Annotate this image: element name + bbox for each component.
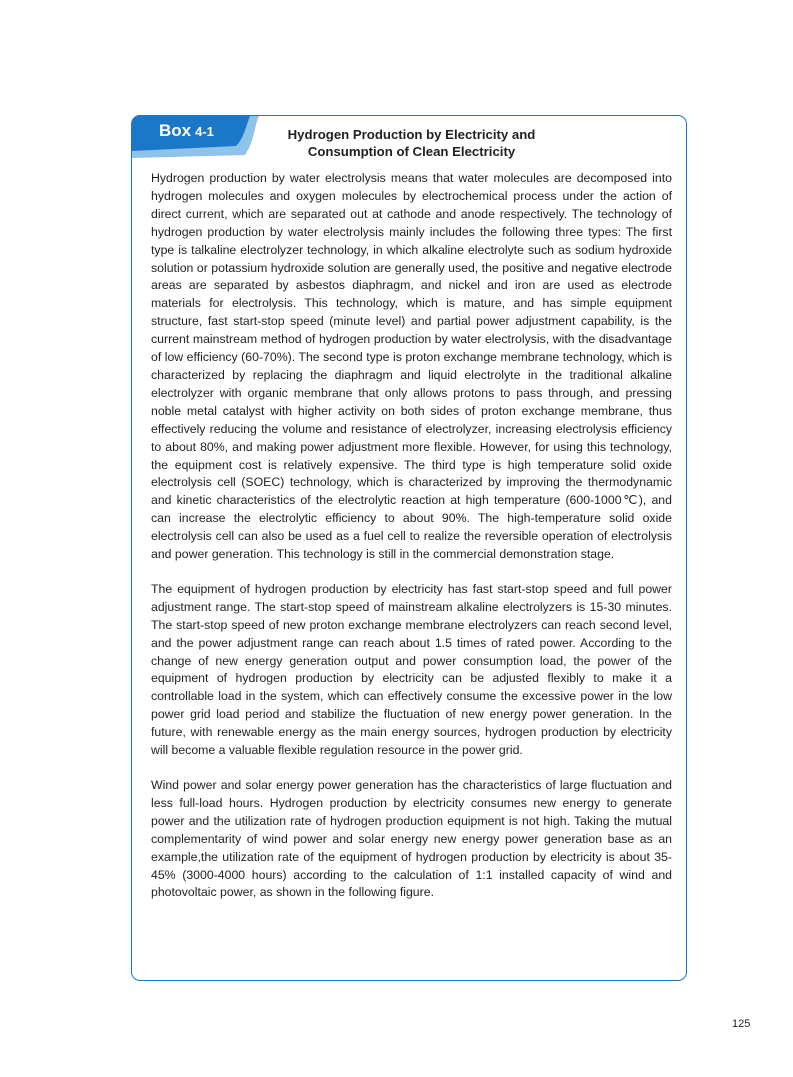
page-number: 125 — [732, 1018, 751, 1030]
box-title-line-2: Consumption of Clean Electricity — [307, 144, 516, 159]
paragraph-flexibility: The equipment of hydrogen production by electricity has fast start-stop speed and full power adjustment range. The start-stop speed of mainstream alkaline electrolyzers is 15-30 minutes. The start-stop speed of new proton exchange membrane electrolyzers can reach second level, and the power adjustment range can reach about 1.5 times of rated power. According to the change of new energy generation output and power consumption load, the power of the equipment of hydrogen production by electricity can be adjusted flexibly to make it a controllable load in the system, which can effectively consume the excessive power in the low power grid load period and stabilize the fluctuation of new energy power generation. In the future, with renewable energy as the main energy sources, hydrogen production by electricity will become a valuable flexible regulation resource in the power grid. — [151, 581, 672, 758]
paragraph-utilization: Wind power and solar energy power generation has the characteristics of large fluctuation and less full-load hours. Hydrogen production by electricity consumes new energy to generate power and the utilization rate of hydrogen production equipment is not high. Taking the mutual complementarity of wind power and solar energy new energy power generation base as an example,the utilization rate of the equipment of hydrogen production by electricity is about 35-45% (3000-4000 hours) according to the calculation of 1:1 installed capacity of wind and photovoltaic power, as shown in the following figure. — [151, 778, 672, 900]
paragraph-electrolysis-types: Hydrogen production by water electrolysis means that water molecules are decomposed into hydrogen molecules and oxygen molecules by electrochemical process under the action of direct current, which are separated out at cathode and anode respectively. The technology of hydrogen production by water electrolysis mainly includes the following three types: The first type is talkaline electrolyzer technology, in which alkaline electrolyte such as sodium hydroxide solution or potassium hydroxide solution are generally used, the positive and negative electrode areas are separated by asbestos diaphragm, and nickel and iron are used as electrode materials for electrolysis. This technology, which is mature, and has simple equipment structure, fast start-stop speed (minute level) and partial power adjustment capability, is the current mainstream method of hydrogen production by water electrolysis, with the disadvantage of low efficiency (60-70%). The second type is proton exchange membrane technology, which is characterized by replacing the diaphragm and liquid electrolyte in the traditional alkaline electrolyzer with organic membrane that only allows protons to pass through, and pressing noble metal catalyst with higher activity on both sides of proton exchange membrane, thus effectively reducing the volume and resistance of electrolyzer, increasing electrolysis efficiency to about 80%, and making power adjustment more flexible. However, for using this technology, the equipment cost is relatively expensive. The third type is high temperature solid oxide electrolysis cell (SOEC) technology, which is characterized by improving the thermodynamic and kinetic characteristics of the electrolytic reaction at high temperature (600-1000℃), and can increase the electrolytic efficiency to about 90%. The high-temperature solid oxide electrolysis cell can also be used as a fuel cell to realize the reversible operation of electrolysis and power generation. This technology is still in the commercial demonstration stage. — [151, 171, 672, 562]
box-label — [159, 121, 214, 141]
info-box — [131, 115, 687, 981]
box-body — [151, 170, 672, 902]
box-label-word: Box — [159, 121, 192, 140]
box-label-number: 4-1 — [195, 124, 214, 139]
box-title — [269, 126, 554, 160]
box-title-line-1: Hydrogen Production by Electricity and — [287, 127, 536, 142]
